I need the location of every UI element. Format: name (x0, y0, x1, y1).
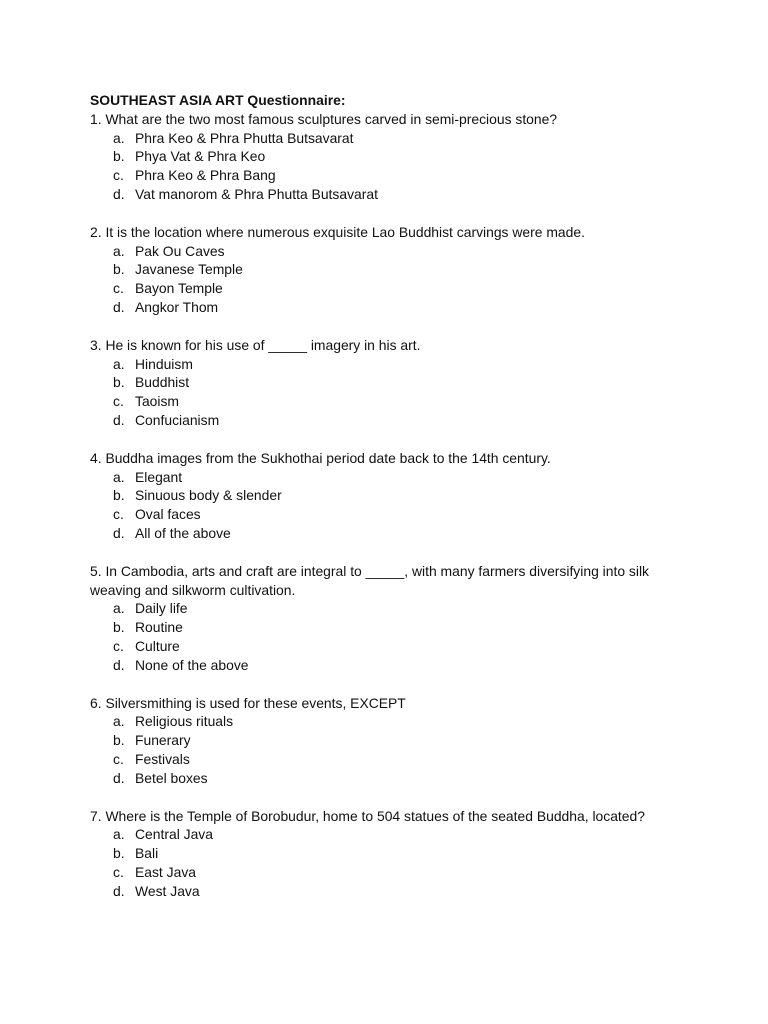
option-letter: a. (113, 600, 125, 617)
option-letter: c. (113, 506, 124, 523)
option-text: Religious rituals (135, 713, 234, 730)
option-text: Routine (135, 619, 183, 636)
option-letter: b. (113, 374, 125, 391)
option-letter: c. (113, 167, 124, 184)
question-5 (90, 562, 690, 675)
options-list (90, 129, 690, 204)
option-b (90, 486, 690, 505)
options-list (90, 355, 690, 430)
document-title: SOUTHEAST ASIA ART Questionnaire: (90, 92, 346, 108)
options-list (90, 599, 690, 674)
option-letter: d. (113, 185, 125, 202)
option-text: Central Java (135, 826, 213, 843)
option-letter: b. (113, 732, 125, 749)
option-text: Javanese Temple (135, 261, 243, 278)
option-letter: d. (113, 411, 125, 428)
option-d (90, 298, 690, 317)
option-text: Vat manorom & Phra Phutta Butsavarat (135, 185, 378, 202)
option-letter: d. (113, 656, 125, 673)
option-b (90, 373, 690, 392)
option-text: Phya Vat & Phra Keo (135, 148, 266, 165)
option-a (90, 712, 690, 731)
option-letter: b. (113, 487, 125, 504)
options-list (90, 825, 690, 900)
option-letter: d. (113, 524, 125, 541)
option-c (90, 392, 690, 411)
question-text: 5. In Cambodia, arts and craft are integral to _____, with many farmers diversifying into silk weaving and silkworm cultivation. (90, 562, 649, 598)
option-text: None of the above (135, 656, 249, 673)
option-letter: d. (113, 882, 125, 899)
option-letter: a. (113, 242, 125, 259)
option-letter: c. (113, 863, 124, 880)
option-b (90, 731, 690, 750)
option-letter: d. (113, 298, 125, 315)
option-text: Oval faces (135, 506, 201, 523)
option-b (90, 618, 690, 637)
option-c (90, 637, 690, 656)
question-7 (90, 807, 690, 901)
option-a (90, 129, 690, 148)
option-d (90, 411, 690, 430)
option-c (90, 166, 690, 185)
question-4 (90, 449, 690, 543)
question-text: 4. Buddha images from the Sukhothai period date back to the 14th century. (90, 449, 551, 466)
option-letter: a. (113, 355, 125, 372)
option-text: Pak Ou Caves (135, 242, 225, 259)
question-1 (90, 110, 690, 204)
options-list (90, 242, 690, 317)
option-d (90, 769, 690, 788)
option-text: Culture (135, 637, 180, 654)
option-letter: c. (113, 280, 124, 297)
option-text: Taoism (135, 393, 179, 410)
option-letter: d. (113, 769, 125, 786)
option-a (90, 242, 690, 261)
option-b (90, 260, 690, 279)
option-c (90, 505, 690, 524)
option-text: Phra Keo & Phra Phutta Butsavarat (135, 129, 354, 146)
option-d (90, 656, 690, 675)
question-text: 2. It is the location where numerous exquisite Lao Buddhist carvings were made. (90, 223, 585, 240)
question-text: 6. Silversmithing is used for these events, EXCEPT (90, 694, 406, 711)
question-2 (90, 223, 690, 317)
document-page (90, 91, 690, 919)
option-letter: b. (113, 619, 125, 636)
option-letter: c. (113, 750, 124, 767)
option-a (90, 355, 690, 374)
option-text: Bali (135, 845, 159, 862)
option-text: Confucianism (135, 411, 220, 428)
option-a (90, 599, 690, 618)
option-d (90, 882, 690, 901)
option-text: Festivals (135, 750, 190, 767)
question-text: 3. He is known for his use of _____ imagery in his art. (90, 336, 421, 353)
question-6 (90, 694, 690, 788)
option-c (90, 863, 690, 882)
option-letter: c. (113, 637, 124, 654)
option-letter: a. (113, 129, 125, 146)
option-letter: a. (113, 713, 125, 730)
option-text: West Java (135, 882, 200, 899)
option-letter: b. (113, 261, 125, 278)
option-text: Angkor Thom (135, 298, 219, 315)
option-text: Elegant (135, 468, 183, 485)
option-text: East Java (135, 863, 196, 880)
option-letter: a. (113, 826, 125, 843)
question-text: 1. What are the two most famous sculptures carved in semi-precious stone? (90, 110, 558, 127)
option-letter: b. (113, 845, 125, 862)
options-list (90, 712, 690, 787)
option-a (90, 825, 690, 844)
question-3 (90, 336, 690, 430)
option-b (90, 147, 690, 166)
option-text: Phra Keo & Phra Bang (135, 167, 276, 184)
options-list (90, 468, 690, 543)
option-text: Bayon Temple (135, 280, 223, 297)
question-text: 7. Where is the Temple of Borobudur, home to 504 statues of the seated Buddha, located? (90, 807, 645, 824)
option-letter: b. (113, 148, 125, 165)
option-text: Buddhist (135, 374, 190, 391)
option-text: Hinduism (135, 355, 193, 372)
option-b (90, 844, 690, 863)
option-c (90, 750, 690, 769)
option-letter: a. (113, 468, 125, 485)
option-text: All of the above (135, 524, 231, 541)
option-c (90, 279, 690, 298)
option-d (90, 185, 690, 204)
option-a (90, 468, 690, 487)
option-text: Sinuous body & slender (135, 487, 282, 504)
option-d (90, 524, 690, 543)
option-text: Daily life (135, 600, 188, 617)
option-text: Funerary (135, 732, 191, 749)
option-text: Betel boxes (135, 769, 208, 786)
option-letter: c. (113, 393, 124, 410)
